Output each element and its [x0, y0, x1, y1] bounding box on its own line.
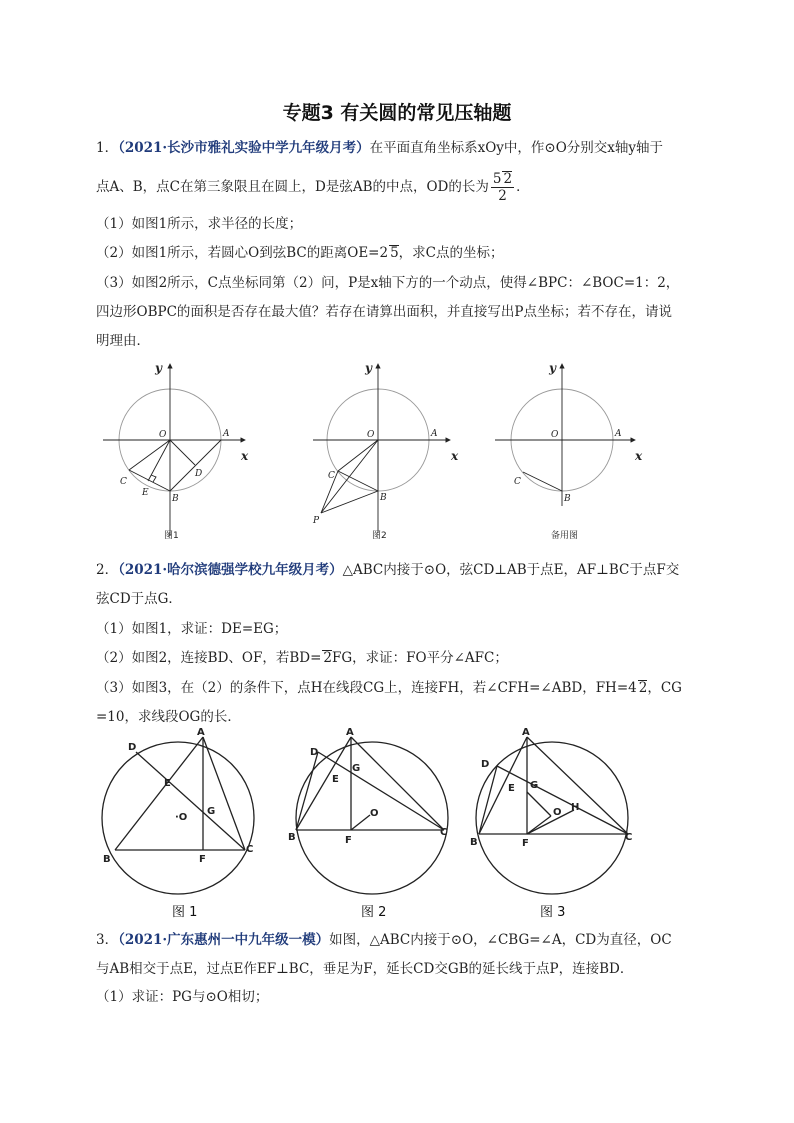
problem-2-source: （2021·哈尔滨德强学校九年级月考） [118, 562, 343, 578]
q2-text-b: ，求C点的坐标； [398, 245, 504, 261]
problem-2-figures [96, 722, 696, 924]
problem-2-line-1 [96, 560, 716, 580]
p2f2-c: C [440, 827, 448, 838]
problem-2-q2 [96, 648, 716, 668]
frac-num-coef: 5 [492, 171, 502, 187]
p2f2-e: E [332, 774, 339, 785]
fig3-o-label: O [551, 430, 559, 440]
problem-1-q3-line-2: 四边形OBPC的面积是否存在最大值？若存在请算出面积，并直接写出P点坐标；若不存在，请说 [96, 304, 672, 320]
p2f3-d: D [481, 759, 490, 770]
fig3-c-label: C [514, 477, 521, 487]
fig1-b-label: B [172, 494, 179, 504]
fig1-d-label: D [195, 469, 203, 479]
p2f3-b: B [470, 837, 478, 848]
p2-q2-sqrt: 2 [323, 650, 333, 666]
p2f3-o: O [553, 807, 562, 818]
p2f2-o: O [370, 808, 379, 819]
problem-2-number: 2． [96, 562, 119, 578]
problem-1-q1: （1）如图1所示，求半径的长度； [96, 216, 303, 232]
problem-2-q3-line-2: =10，求线段OG的长． [96, 709, 241, 725]
q2-text-a: （2）如图1所示，若圆心O到弦BC的距离OE=2 [96, 245, 389, 261]
p2-figure-3 [476, 737, 628, 894]
fig3-a-label: A [615, 429, 622, 439]
fig2-p-label: P [313, 516, 320, 526]
problem-2-line-2: 弦CD于点G． [96, 591, 182, 607]
od-fraction [491, 171, 514, 204]
problem-2-q3-line-1 [96, 678, 716, 698]
problem-1-line-2 [96, 170, 716, 204]
problem-1-source: （2021·长沙市雅礼实验中学九年级月考） [118, 140, 370, 156]
p2-q3-text-b: ，CG [647, 680, 682, 696]
problem-2-text-1: △ABC内接于⊙O，弦CD⊥AB于点E，AF⊥BC于点F交 [342, 562, 680, 578]
p2f1-c: C [246, 844, 254, 855]
fig2-x-label: x [451, 449, 459, 463]
frac-den: 2 [498, 188, 507, 204]
fig1-a-label: A [223, 429, 230, 439]
fig2-c-label: C [328, 471, 335, 481]
p2-q2-text-b: FG，求证：FO平分∠AFC； [332, 650, 508, 666]
fig1-e-label: E [142, 488, 149, 498]
figure-1 [103, 364, 245, 536]
problem-2-q1: （1）如图1，求证：DE=EG； [96, 621, 288, 637]
fig3-caption: 备用图 [551, 531, 579, 541]
p2-q3-text-a: （3）如图3，在（2）的条件下，点H在线段CG上，连接FH，若∠CFH=∠ABD，FH=4 [96, 680, 637, 696]
p2f1-b: B [103, 854, 111, 865]
fig1-c-label: C [120, 477, 127, 487]
p2-fig2-caption: 图 2 [361, 905, 387, 920]
figure-2 [313, 364, 450, 533]
fig2-o-label: O [367, 430, 375, 440]
problem-1-line-1 [96, 138, 716, 158]
problem-1-figures [95, 358, 675, 548]
p2-q3-sqrt: 2 [638, 680, 648, 696]
p2f2-d: D [310, 747, 319, 758]
p2f3-h: H [571, 802, 580, 813]
fig3-b-label: B [564, 494, 571, 504]
fig1-x-label: x [241, 449, 249, 463]
problem-1-q2 [96, 243, 716, 263]
p2f3-a: A [522, 727, 530, 738]
p2f1-g: G [207, 806, 216, 817]
problem-3-q1: （1）求证：PG与⊙O相切； [96, 989, 269, 1005]
fig3-x-label: x [635, 449, 643, 463]
p2f3-e: E [508, 783, 515, 794]
p2-fig1-caption: 图 1 [172, 905, 198, 920]
problem-1-text-1: 在平面直角坐标系xOy中，作⊙O分别交x轴y轴于 [369, 140, 664, 156]
page-title: 专题3 有关圆的常见压轴题 [282, 102, 512, 124]
p2f1-f: F [199, 854, 206, 865]
p2f3-f: F [522, 838, 529, 849]
p2f2-a: A [346, 727, 354, 738]
problem-1-text-2-end: ． [516, 179, 530, 195]
problem-1-number: 1． [96, 140, 119, 156]
problem-3-line-2: 与AB相交于点E，过点E作EF⊥BC，垂足为F，延长CD交GB的延长线于点P，连接BD． [96, 961, 634, 977]
problem-1-q3-line-1: （3）如图2所示，C点坐标同第（2）问，P是x轴下方的一个动点，使得∠BPC：∠BOC=1：2， [96, 275, 680, 291]
fig2-a-label: A [431, 429, 438, 439]
p2f1-o: ·O [175, 812, 188, 823]
p2f1-e: E [164, 778, 171, 789]
q2-sqrt: 5 [390, 245, 399, 261]
p2-q2-text-a: （2）如图2，连接BD、OF，若BD= [96, 650, 322, 666]
frac-num-sqrt: 2 [503, 171, 513, 187]
fig2-caption: 图2 [372, 531, 387, 541]
p2f2-f: F [345, 835, 352, 846]
problem-3-text-1: 如图，△ABC内接于⊙O，∠CBG=∠A，CD为直径，OC [329, 932, 672, 948]
fig3-y-label: y [549, 361, 556, 375]
fig2-b-label: B [380, 493, 387, 503]
fig2-y-label: y [365, 361, 372, 375]
problem-1-q3-line-3: 明理由． [96, 333, 150, 349]
problem-1-text-2: 点A、B，点C在第三象限且在圆上，D是弦AB的中点，OD的长为 [96, 179, 489, 195]
fig1-y-label: y [155, 361, 162, 375]
fig1-o-label: O [159, 430, 167, 440]
fig1-caption: 图1 [164, 531, 179, 541]
p2f3-c: C [625, 832, 633, 843]
p2f3-g: G [530, 780, 539, 791]
p2f2-g: G [352, 763, 361, 774]
p2f1-d: D [128, 742, 137, 753]
problem-3-number: 3． [96, 932, 119, 948]
p2-fig3-caption: 图 3 [540, 905, 566, 920]
problem-3-line-1 [96, 930, 716, 950]
p2f2-b: B [288, 832, 296, 843]
problem-3-source: （2021·广东惠州一中九年级一模） [118, 932, 330, 948]
p2f1-a: A [197, 727, 205, 738]
